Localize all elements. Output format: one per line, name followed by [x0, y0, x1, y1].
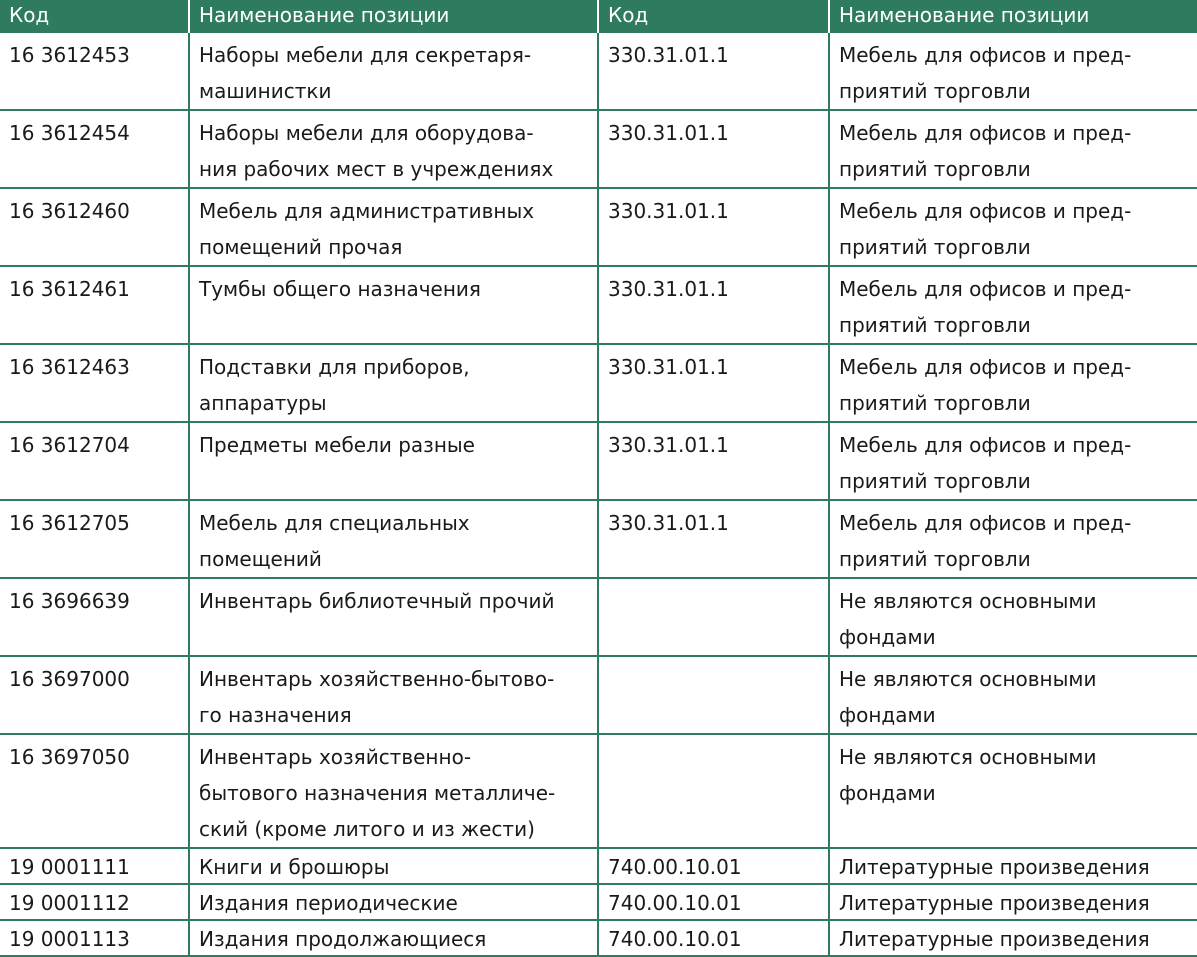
cell-name-1-line: Мебель для административных	[199, 199, 535, 223]
cell-name-1-line: помещений прочая	[199, 235, 403, 259]
cell-name-1-line: Предметы мебели разные	[199, 433, 475, 457]
cell-code-2: 740.00.10.01	[598, 848, 829, 884]
cell-name-1-line: Тумбы общего назначения	[199, 277, 481, 301]
cell-name-1	[189, 920, 598, 956]
cell-name-1-line: Мебель для специальных	[199, 511, 470, 535]
cell-name-1-line: помещений	[199, 547, 322, 571]
table-row	[0, 110, 1197, 188]
cell-code-1: 16 3612460	[0, 188, 189, 266]
cell-name-1-line: Наборы мебели для секретаря-	[199, 43, 532, 67]
cell-name-2-line: приятий торговли	[839, 79, 1031, 103]
table-header-row	[0, 0, 1197, 33]
cell-code-2: 330.31.01.1	[598, 110, 829, 188]
cell-name-2-line: Мебель для офисов и пред-	[839, 121, 1132, 145]
cell-code-1: 16 3697050	[0, 734, 189, 848]
cell-name-1-line: Инвентарь библиотечный прочий	[199, 589, 555, 613]
cell-name-1	[189, 578, 598, 656]
cell-name-1-line: Книги и брошюры	[199, 855, 390, 879]
cell-name-2-line: приятий торговли	[839, 313, 1031, 337]
cell-code-1: 16 3612463	[0, 344, 189, 422]
cell-name-2-line: приятий торговли	[839, 547, 1031, 571]
cell-code-1: 19 0001111	[0, 848, 189, 884]
cell-name-2-line: фондами	[839, 625, 936, 649]
cell-code-2	[598, 734, 829, 848]
cell-code-1: 16 3697000	[0, 656, 189, 734]
cell-code-1: 16 3612704	[0, 422, 189, 500]
cell-name-1-line: Подставки для приборов,	[199, 355, 470, 379]
cell-name-2	[829, 920, 1197, 956]
cell-name-2	[829, 422, 1197, 500]
cell-name-1-line: Инвентарь хозяйственно-	[199, 745, 472, 769]
cell-code-1: 16 3612453	[0, 33, 189, 110]
table-row	[0, 884, 1197, 920]
header-name-2: Наименование позиции	[829, 0, 1197, 33]
cell-name-2-line: Мебель для офисов и пред-	[839, 43, 1132, 67]
cell-name-2-line: приятий торговли	[839, 157, 1031, 181]
cell-name-1	[189, 188, 598, 266]
cell-name-2	[829, 188, 1197, 266]
cell-code-1: 19 0001112	[0, 884, 189, 920]
cell-name-1-line: Издания периодические	[199, 891, 458, 915]
cell-name-1-line: Издания продолжающиеся	[199, 927, 487, 951]
cell-name-2-line: Литературные произведения	[839, 891, 1150, 915]
cell-name-1-line: ский (кроме литого и из жести)	[199, 817, 535, 841]
cell-name-2-line: Мебель для офисов и пред-	[839, 277, 1132, 301]
cell-code-1: 16 3612454	[0, 110, 189, 188]
cell-name-1-line: машинистки	[199, 79, 332, 103]
table-row	[0, 578, 1197, 656]
table-row	[0, 266, 1197, 344]
cell-name-1	[189, 422, 598, 500]
cell-name-2-line: фондами	[839, 703, 936, 727]
cell-name-2-line: Мебель для офисов и пред-	[839, 199, 1132, 223]
cell-code-2	[598, 578, 829, 656]
cell-name-1	[189, 734, 598, 848]
cell-name-1-line: ния рабочих мест в учреждениях	[199, 157, 554, 181]
cell-name-2	[829, 110, 1197, 188]
cell-code-2: 740.00.10.01	[598, 920, 829, 956]
cell-code-2	[598, 656, 829, 734]
cell-code-1: 16 3612705	[0, 500, 189, 578]
cell-name-2-line: Не являются основными	[839, 667, 1097, 691]
cell-name-2-line: приятий торговли	[839, 391, 1031, 415]
cell-name-2-line: приятий торговли	[839, 469, 1031, 493]
table-body	[0, 33, 1197, 956]
cell-code-2: 330.31.01.1	[598, 266, 829, 344]
cell-name-1	[189, 656, 598, 734]
cell-name-2-line: Не являются основными	[839, 589, 1097, 613]
cell-name-2	[829, 734, 1197, 848]
header-code-2: Код	[598, 0, 829, 33]
cell-name-2	[829, 33, 1197, 110]
cell-name-2-line: Литературные произведения	[839, 927, 1150, 951]
cell-name-1-line: бытового назначения металличе-	[199, 781, 556, 805]
cell-name-1-line: Инвентарь хозяйственно-бытово-	[199, 667, 555, 691]
cell-name-2-line: фондами	[839, 781, 936, 805]
cell-name-2-line: Мебель для офисов и пред-	[839, 433, 1132, 457]
cell-name-2	[829, 656, 1197, 734]
table-row	[0, 422, 1197, 500]
cell-name-1	[189, 266, 598, 344]
cell-name-1-line: аппаратуры	[199, 391, 327, 415]
cell-name-2	[829, 266, 1197, 344]
cell-name-2-line: Мебель для офисов и пред-	[839, 355, 1132, 379]
cell-code-2: 330.31.01.1	[598, 500, 829, 578]
cell-name-1	[189, 848, 598, 884]
header-name-1: Наименование позиции	[189, 0, 598, 33]
cell-name-2-line: Мебель для офисов и пред-	[839, 511, 1132, 535]
cell-name-1	[189, 344, 598, 422]
table-row	[0, 734, 1197, 848]
table-row	[0, 344, 1197, 422]
table-row	[0, 656, 1197, 734]
cell-code-2: 740.00.10.01	[598, 884, 829, 920]
cell-name-2	[829, 578, 1197, 656]
cell-name-1	[189, 500, 598, 578]
header-code-1: Код	[0, 0, 189, 33]
cell-name-1-line: Наборы мебели для оборудова-	[199, 121, 534, 145]
cell-code-1: 19 0001113	[0, 920, 189, 956]
cell-name-2-line: Литературные произведения	[839, 855, 1150, 879]
cell-name-1	[189, 884, 598, 920]
cell-code-2: 330.31.01.1	[598, 422, 829, 500]
cell-name-2-line: приятий торговли	[839, 235, 1031, 259]
table-row	[0, 500, 1197, 578]
table-row	[0, 33, 1197, 110]
cell-name-1	[189, 33, 598, 110]
cell-code-2: 330.31.01.1	[598, 33, 829, 110]
cell-code-2: 330.31.01.1	[598, 188, 829, 266]
cell-name-2-line: Не являются основными	[839, 745, 1097, 769]
cell-name-2	[829, 500, 1197, 578]
cell-code-1: 16 3696639	[0, 578, 189, 656]
cell-name-2	[829, 344, 1197, 422]
cell-name-2	[829, 884, 1197, 920]
table-row	[0, 188, 1197, 266]
table-row	[0, 848, 1197, 884]
cell-name-1-line: го назначения	[199, 703, 352, 727]
cell-name-1	[189, 110, 598, 188]
cell-name-2	[829, 848, 1197, 884]
cell-code-1: 16 3612461	[0, 266, 189, 344]
table-row	[0, 920, 1197, 956]
cell-code-2: 330.31.01.1	[598, 344, 829, 422]
